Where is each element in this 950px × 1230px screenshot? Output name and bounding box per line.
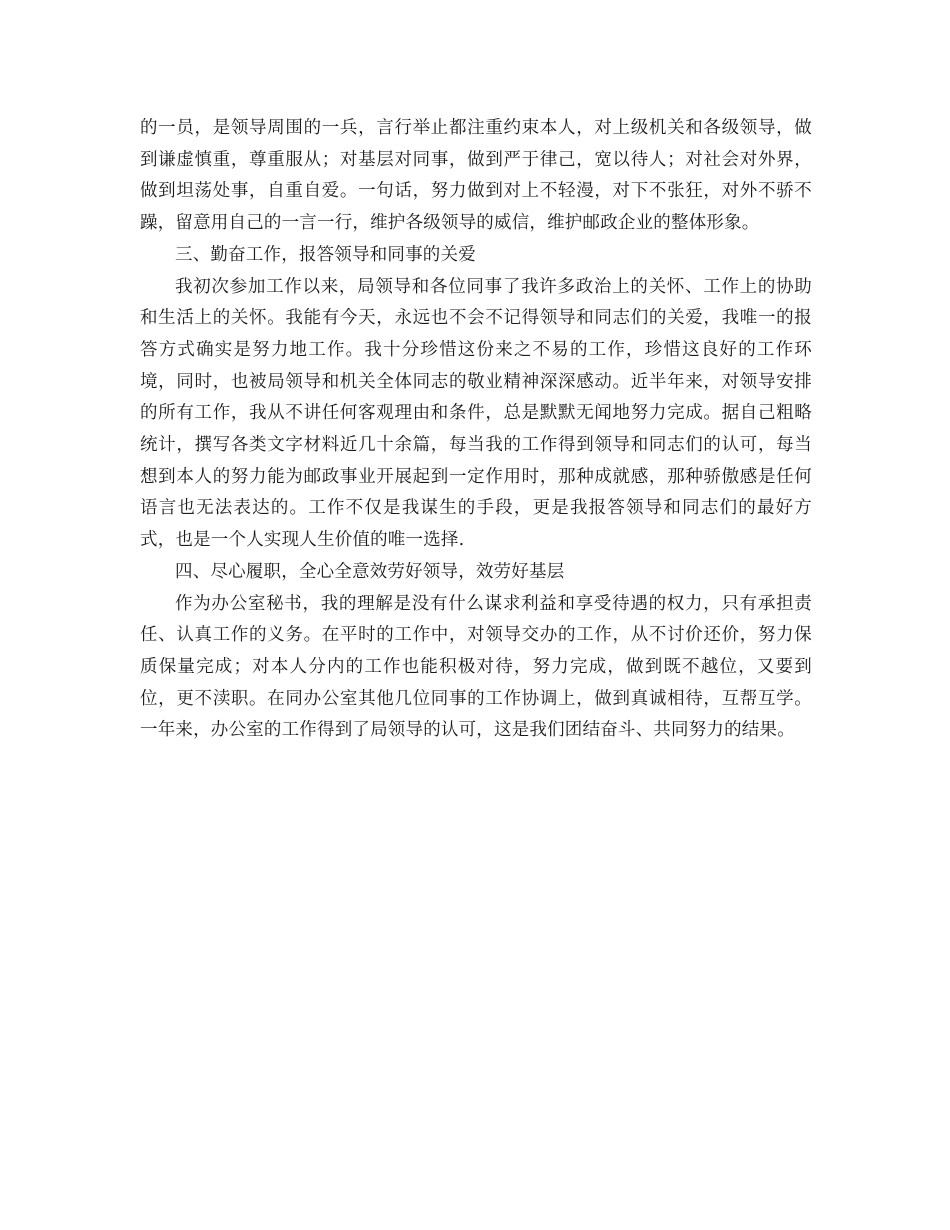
paragraph-section-4: 作为办公室秘书，我的理解是没有什么谋求利益和享受待遇的权力，只有承担责任、认真工作的义务。在平时的工作中，对领导交办的工作，从不讨价还价，努力保质保量完成；对本人分内的工作也能积极对待，努力完成，做到既不越位，又要到位，更不渎职。在同办公室其他几位同事的工作协调上，做到真诚相待，互帮互学。一年来，办公室的工作得到了局领导的认可，这是我们团结奋斗、共同努力的结果。 [140,593,812,741]
document-body [140,113,812,747]
paragraph-section-3: 我初次参加工作以来，局领导和各位同事了我许多政治上的关怀、工作上的协助和生活上的关怀。我能有今天，永远也不会不记得领导和同志们的关爱，我唯一的报答方式确实是努力地工作。我十分珍惜这份来之不易的工作，珍惜这良好的工作环境，同时，也被局领导和机关全体同志的敬业精神深深感动。近半年来，对领导安排的所有工作，我从不讲任何客观理由和条件，总是默默无闻地努力完成。据自己粗略统计，撰写各类文字材料近几十余篇，每当我的工作得到领导和同志们的认可，每当想到本人的努力能为邮政事业开展起到一定作用时，那种成就感，那种骄傲感是任何语言也无法表达的。工作不仅是我谋生的手段，更是我报答领导和同志们的最好方式，也是一个人实现人生价值的唯一选择. [140,276,812,551]
paragraph-continued: 的一员，是领导周围的一兵，言行举止都注重约束本人，对上级机关和各级领导，做到谦虚慎重，尊重服从；对基层对同事，做到严于律己，宽以待人；对社会对外界，做到坦荡处事，自重自爱。一句话，努力做到对上不轻漫，对下不张狂，对外不骄不躁，留意用自己的一言一行，维护各级领导的威信，维护邮政企业的整体形象。 [140,118,812,234]
section-heading-4: 四、尽心履职，全心全意效劳好领导，效劳好基层 [175,561,565,582]
section-heading-3: 三、勤奋工作，报答领导和同事的关爱 [175,244,476,265]
